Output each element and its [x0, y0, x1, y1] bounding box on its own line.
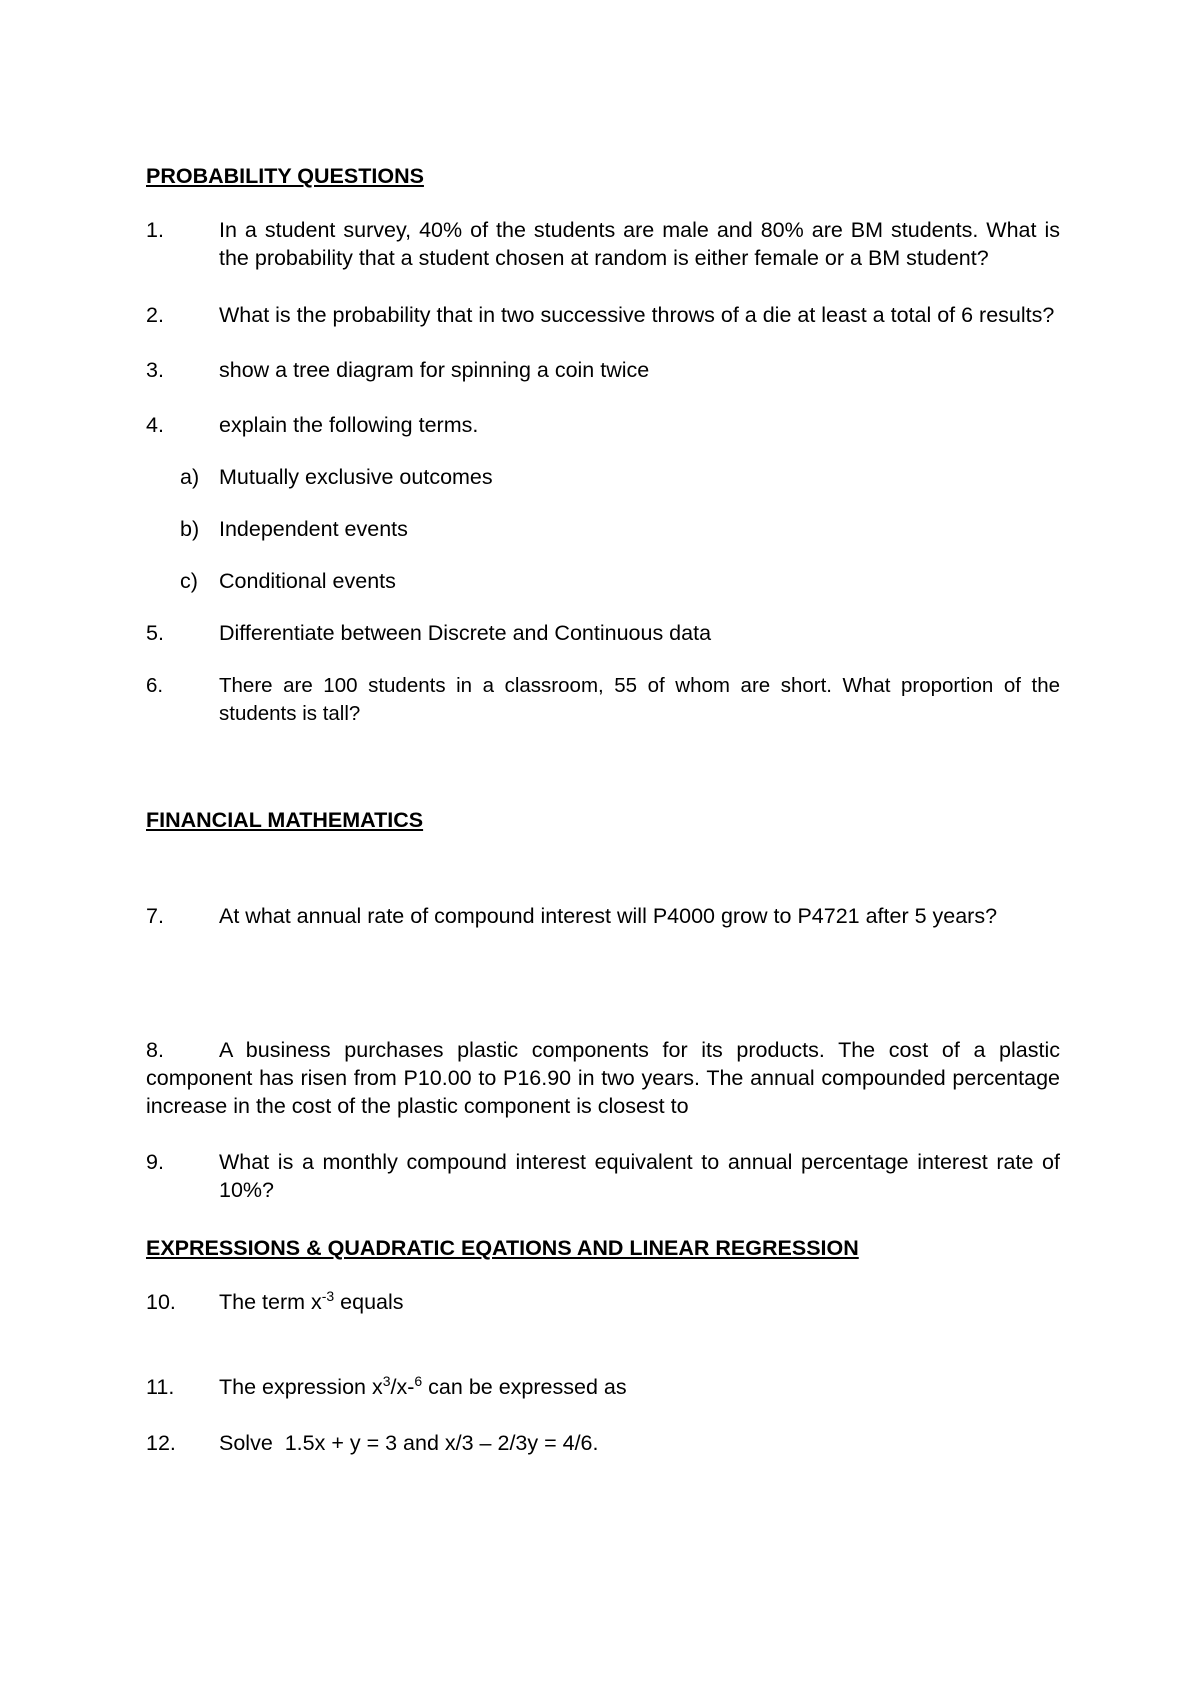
question-7 — [146, 900, 1060, 932]
question-text: In a student survey, 40% of the students are male and 80% are BM students. What is the probability that a student chosen at random is either female or a BM student? — [219, 218, 1060, 270]
question-text: What is the probability that in two successive throws of a die at least a total of 6 results? — [219, 303, 1055, 327]
question-text: A business purchases plastic components for its products. The cost of a plastic component has risen from P10.00 to P16.90 in two years. The annual compounded percentage increase in the cost of the plastic component is closest to — [146, 1038, 1060, 1118]
question-text: Solve 1.5x + y = 3 and x/3 – 2/3y = 4/6. — [219, 1431, 599, 1455]
question-4a — [180, 463, 1060, 491]
question-number: 11. — [146, 1375, 175, 1399]
sub-label: b) — [180, 517, 200, 541]
question-text: show a tree diagram for spinning a coin twice — [219, 358, 650, 382]
question-2 — [146, 301, 1060, 329]
sub-label: c) — [180, 569, 198, 593]
question-number: 5. — [146, 621, 164, 645]
question-12 — [146, 1429, 1060, 1457]
sub-text: Mutually exclusive outcomes — [219, 465, 493, 489]
question-number: 4. — [146, 413, 164, 437]
question-4b — [180, 515, 1060, 543]
question-8 — [146, 1036, 1060, 1120]
question-9 — [146, 1148, 1060, 1204]
question-number: 1. — [146, 218, 164, 242]
question-text: The term $x^{-3}$ equals — [219, 1288, 404, 1314]
question-text: At what annual rate of compound interest will P4000 grow to P4721 after 5 years? — [219, 904, 998, 928]
question-10 — [146, 1288, 1060, 1316]
sub-text: Conditional events — [219, 569, 396, 593]
question-text: Differentiate between Discrete and Continuous data — [219, 621, 712, 645]
section-heading-financial: FINANCIAL MATHEMATICS — [146, 808, 424, 832]
question-4c — [180, 567, 1060, 595]
question-1 — [146, 216, 1060, 272]
question-number: 9. — [146, 1150, 164, 1174]
question-3 — [146, 356, 1060, 384]
question-number: 7. — [146, 904, 164, 928]
question-text: The expression $x^3/x-^6$ can be expressed as — [219, 1373, 627, 1399]
question-6 — [146, 672, 1060, 728]
question-text: explain the following terms. — [219, 413, 479, 437]
question-number: 6. — [146, 674, 164, 697]
question-number: 12. — [146, 1431, 176, 1455]
question-4 — [146, 411, 1060, 439]
question-number: 2. — [146, 303, 164, 327]
sub-label: a) — [180, 465, 200, 489]
question-text: There are 100 students in a classroom, 55 of whom are short. What proportion of the students is tall? — [219, 674, 1060, 725]
question-11 — [146, 1373, 1060, 1401]
question-number: 10. — [146, 1290, 176, 1314]
question-5 — [146, 619, 1060, 647]
section-heading-probability: PROBABILITY QUESTIONS — [146, 164, 424, 188]
section-heading-expressions: EXPRESSIONS & QUADRATIC EQATIONS AND LINEAR REGRESSION — [146, 1236, 859, 1260]
sub-text: Independent events — [219, 517, 408, 541]
question-text: What is a monthly compound interest equivalent to annual percentage interest rate of 10%? — [219, 1150, 1060, 1202]
question-number: 8. — [146, 1038, 164, 1062]
question-number: 3. — [146, 358, 164, 382]
